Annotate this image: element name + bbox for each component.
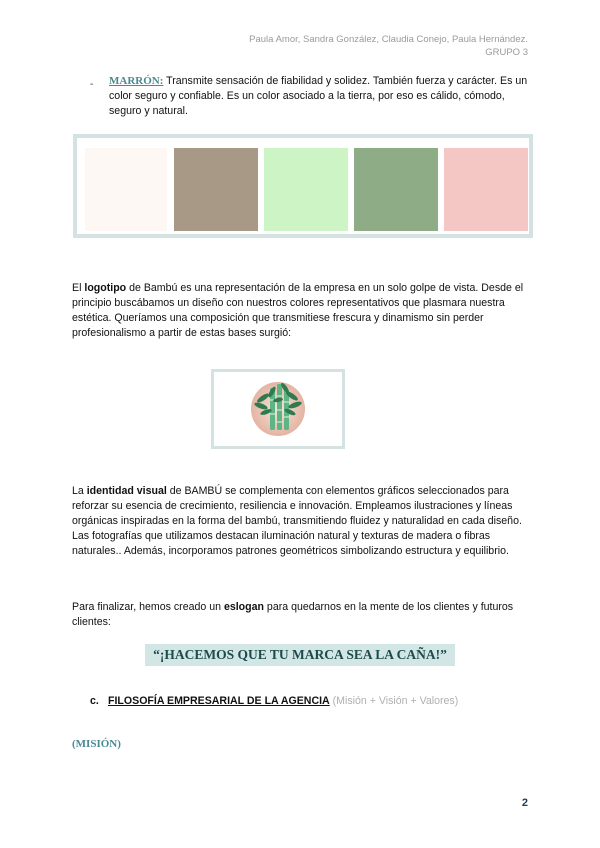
logo-frame [211,369,345,449]
slogan-paragraph-text: para quedarnos en la mente de los clientes y futuros clientes: [72,601,514,628]
header-group: GRUPO 3 [485,47,528,58]
marron-description [109,74,534,119]
swatch-sage-green [354,148,438,231]
swatch-taupe-brown [174,148,258,231]
header-authors: Paula Amor, Sandra González, Claudia Conejo, Paula Hernández. [249,34,528,45]
swatch-cream [85,148,167,231]
section-title: FILOSOFÍA EMPRESARIAL DE LA AGENCIA [108,695,330,707]
identity-paragraph-bold: identidad visual [86,485,167,497]
logo-paragraph-bold: logotipo [84,282,127,294]
color-palette [73,134,533,238]
identity-paragraph-prefix: La [72,485,87,497]
slogan-paragraph [72,600,532,630]
logo-paragraph-text: de Bambú es una representación de la empresa en un solo golpe de vista. Desde el principio buscábamos un diseño con nuestros colores representativos que plasmara nuestra estética. Queríamos una composición que transmitiese frescura y dinamismo sin perder profesionalismo a partir de estas bases surgió: [72,282,524,339]
marron-label: MARRÓN: [109,75,164,87]
slogan-banner: “¡HACEMOS QUE TU MARCA SEA LA CAÑA!” [145,644,455,666]
page-number: 2 [521,797,528,809]
section-c-heading [90,694,458,709]
logo-paragraph [72,281,532,341]
bamboo-logo-icon [214,372,342,446]
page-header [168,33,528,59]
identity-paragraph [72,484,532,559]
marron-text: Transmite sensación de fiabilidad y solidez. También fuerza y carácter. Es un color seguro y confiable. Es un color asociado a la tierra, por eso es cálido, cómodo, seguro y natural. [109,75,528,117]
section-letter: c. [90,695,99,707]
swatch-soft-pink [444,148,528,231]
identity-paragraph-text: de BAMBÚ se complementa con elementos gráficos seleccionados para reforzar su esencia de crecimiento, resiliencia e innovación. Empleamos ilustraciones y líneas orgánicas inspiradas en la forma del bambú, transmitiendo fluidez y naturalidad en cada diseño. Las fotografías que utilizamos destacan iluminación natural y texturas de madera o fibras naturales.. Además, incorporamos patrones geométricos simbolizando estructura y equilibrio. [72,485,522,557]
logo-paragraph-prefix: El [72,282,85,294]
mision-heading: (MISIÓN) [72,738,121,750]
section-subtitle: (Misión + Visión + Valores) [329,695,459,707]
slogan-paragraph-bold: eslogan [223,601,264,613]
swatch-light-green [264,148,348,231]
slogan-paragraph-prefix: Para finalizar, hemos creado un [72,601,224,613]
bullet-dash: - [90,79,94,90]
